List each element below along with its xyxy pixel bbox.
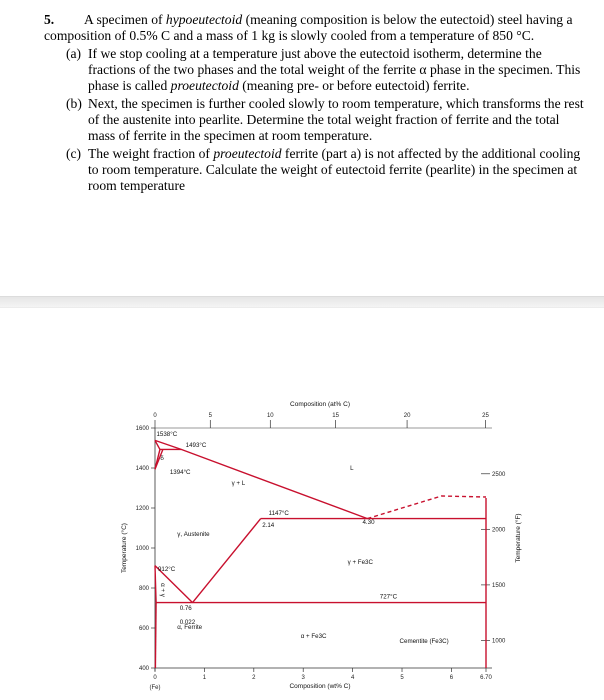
bottom-fe-label: (Fe) — [149, 685, 161, 691]
top-tick-label: 15 — [332, 413, 339, 419]
left-tick-label: 1600 — [135, 426, 149, 432]
phase-line-alpha-solvus — [155, 603, 156, 668]
label-4-30: 4.30 — [362, 519, 375, 526]
label-cementite: Cementite (Fe3C) — [399, 638, 449, 645]
label-alpha-gamma: α + γ — [158, 583, 166, 597]
problem-intro-text: A specimen of hypoeutectoid (meaning composition is below the eutectoid) steel having a composition of 0.5% C and a mass of 1 kg is slowly cooled from a temperature of 850 °C. — [44, 12, 573, 43]
label-delta: δ — [160, 455, 164, 462]
left-tick-label: 1000 — [135, 546, 149, 552]
left-axis-title: Temperature (°C) — [121, 523, 128, 573]
top-tick-label: 20 — [403, 413, 411, 419]
label-ferrite: α, Ferrite — [177, 624, 203, 631]
part-a-text: If we stop cooling at a temperature just above the eutectoid isotherm, determine the fractions of the two phases and the total weight of the ferrite α phase in the specimen. This phase is called proeutectoid (meaning pre- or before eutectoid) ferrite. — [88, 46, 581, 93]
label-1493c: 1493°C — [185, 442, 207, 449]
bottom-tick-label: 1 — [202, 675, 207, 681]
top-tick-label: 10 — [266, 413, 274, 419]
label-0-76: 0.76 — [179, 605, 192, 612]
left-tick-label: 600 — [138, 626, 149, 632]
right-tick-label: 1500 — [492, 582, 506, 589]
bottom-tick-label: 5 — [400, 675, 404, 681]
label-0-022: 0.022 — [179, 619, 196, 626]
bottom-tick-label: 2 — [252, 675, 256, 681]
part-b-label: (b) — [66, 96, 82, 111]
bottom-tick-label: 0 — [153, 675, 157, 681]
label-912c: 912°C — [157, 566, 176, 573]
label-alpha-fe3c: α + Fe3C — [300, 633, 327, 640]
problem-number: 5. — [44, 12, 55, 27]
left-tick-label: 1400 — [135, 466, 149, 472]
label-austenite: γ, Austenite — [177, 531, 210, 538]
top-axis-title: Composition (at% C) — [290, 401, 350, 408]
top-tick-label: 25 — [482, 413, 489, 419]
label-gamma-fe3c: γ + Fe3C — [347, 559, 373, 566]
right-tick-label: 2000 — [492, 527, 506, 534]
label-727c: 727°C — [379, 593, 398, 601]
label-2-14: 2.14 — [262, 522, 275, 529]
top-tick-label: 5 — [208, 413, 212, 419]
part-c-text: The weight fraction of proeutectoid ferrite (part a) is not affected by the additional cooling to room temperature. Calculate the weight of eutectoid ferrite (pearlite) in the specimen at room temperature — [88, 146, 581, 193]
part-a-label: (a) — [66, 46, 82, 61]
top-tick-label: 0 — [153, 413, 157, 419]
left-tick-label: 800 — [138, 586, 149, 592]
part-c-label: (c) — [66, 146, 82, 161]
bottom-tick-label: 6 — [449, 675, 454, 681]
label-gamma-l: γ + L — [231, 480, 246, 487]
bottom-axis-title: Composition (wt% C) — [289, 683, 351, 690]
phase-line-liquidus-left — [155, 440, 367, 518]
label-liquid: L — [350, 465, 354, 472]
right-tick-label: 2500 — [492, 471, 506, 478]
label-1538c: 1538°C — [156, 431, 178, 438]
phase-line-liquidus-dashed — [367, 496, 486, 519]
left-tick-label: 400 — [138, 666, 149, 672]
part-b-text: Next, the specimen is further cooled slowly to room temperature, which transforms the rest of the austenite into pearlite. Determine the total weight fraction of ferrite and the total mass of ferrite in the specimen at room temperature. — [88, 96, 584, 143]
label-1147c: 1147°C — [268, 510, 289, 517]
bottom-tick-label: 4 — [350, 675, 355, 681]
bottom-tick-label: 6.70 — [480, 675, 492, 681]
right-axis-title: Temperature (°F) — [515, 513, 522, 563]
bottom-tick-label: 3 — [301, 675, 305, 681]
label-1394c: 1394°C — [169, 469, 191, 476]
left-tick-label: 1200 — [135, 506, 149, 512]
right-tick-label: 1000 — [492, 638, 506, 645]
